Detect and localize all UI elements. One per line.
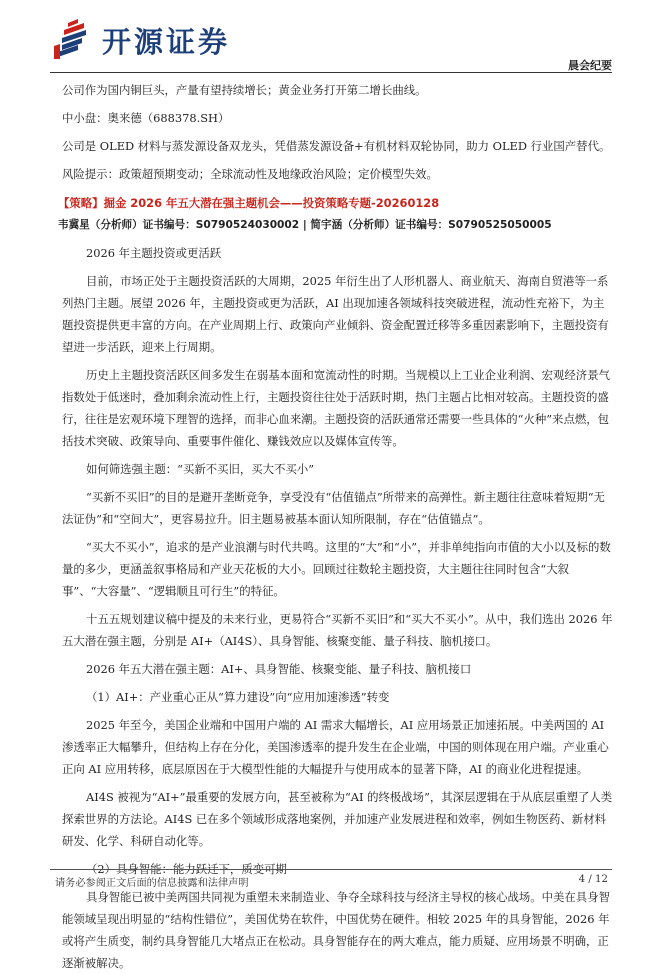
risk-note: 风险提示：政策超预期变动；全球流动性及地缘政治风险；定价模型失效。	[62, 167, 438, 181]
paragraph: 目前，市场正处于主题投资活跃的大周期，2025 年衍生出了人形机器人、商业航天、海南自贸港等一系列热门主题。展望 2026 年，主题投资或更为活跃，AI 出现加速各领域科技突破进程，流动性充裕下，为主题投资提供更丰富的方向。在产业周期上行、政策向产业倾斜、资金配置迁移等多重因素影响下，主题投资有望进一步活跃，迎来上行周期。	[62, 274, 609, 354]
footer-divider	[50, 869, 612, 870]
brand-logo	[52, 18, 247, 60]
brand-name: 开源证券	[102, 25, 231, 59]
paragraph: 公司是 OLED 材料与蒸发源设备双龙头，凭借蒸发源设备+有机材料双轮协同，助力 OLED 行业国产替代。	[62, 139, 611, 153]
paragraph: 具身智能已被中美两国共同视为重塑未来制造业、争夺全球科技与经济主导权的核心战场。中美在具身智能领域呈现出明显的“结构性错位”，美国优势在软件，中国优势在硬件。相较 2025 年的具身智能，2026 年或将产生质变，制约具身智能几大堵点正在松动。具身智能存在的两大难点，能力质疑、应用场景不明确，正逐渐被解决。	[62, 890, 610, 970]
paragraph: “买大不买小”，追求的是产业浪潮与时代共鸣。这里的“大”和“小”，并非单纯指向市值的大小以及标的数量的多少，更涵盖叙事格局和产业天花板的大小。回顾过往数轮主题投资，大主题往往同时包含“大叙事”、“大容量”、“逻辑顺且可行生”的特征。	[62, 540, 611, 598]
section-subheading: 如何筛选强主题：“买新不买旧，买大不买小”	[86, 462, 315, 476]
paragraph: 2025 年至今，美国企业端和中国用户端的 AI 需求大幅增长，AI 应用场景正加速拓展。中美两国的 AI 渗透率正大幅攀升，但结构上存在分化，美国渗透率的提升发生在企业端，中国的则体现在用户端。产业重心正向 AI 应用转移，底层原因在于大模型性能的大幅提升与使用成本的显著下降，AI 的商业化进程提速。	[62, 718, 609, 776]
paragraph: 历史上主题投资活跃区间多发生在弱基本面和宽流动性的时期。当规模以上工业企业利润、宏观经济景气指数处于低迷时，叠加剩余流动性上行，主题投资往往处于活跃时期，热门主题占比相对较高。主题投资的盛行，往往是宏观环境下理智的选择，而非心血来潮。主题投资的活跃通常还需要一些具体的“火种”来点燃，包括技术突破、政策导向、重要事件催化、赚钱效应以及媒体宣传等。	[62, 368, 610, 448]
paragraph: “买新不买旧”的目的是避开垄断竞争，享受没有“估值锚点”所带来的高弹性。新主题往往意味着短期“无法证伪”和“空间大”，更容易拉升。旧主题易被基本面认知所限制，存在“估值锚点”。	[62, 490, 605, 526]
section-tag: 晨会纪要	[568, 59, 612, 72]
document-body	[58, 79, 614, 974]
section-subheading: （1）AI+：产业重心正从“算力建设”向“应用加速渗透”转变	[86, 690, 390, 704]
footer-disclaimer: 请务必参阅正文后面的信息披露和法律声明	[55, 878, 249, 889]
section-subheading: 2026 年五大潜在强主题：AI+、具身智能、核聚变能、量子科技、脑机接口	[86, 662, 472, 676]
paragraph: 公司作为国内铜巨头，产量有望持续增长；黄金业务打开第二增长曲线。	[62, 83, 427, 97]
section-subheading: 2026 年主题投资或更活跃	[86, 246, 222, 260]
strategy-report-title: 【策略】掘金 2026 年五大潜在强主题机会——投资策略专题-20260128	[58, 196, 440, 210]
paragraph: 十五五规划建议稿中提及的未来行业，更易符合“买新不买旧”和“买大不买小”。从中，我们选出 2026 年五大潜在强主题，分别是 AI+（AI4S）、具身智能、核聚变能、量子科技、脑机接口。	[62, 612, 613, 648]
stock-heading: 中小盘：奥来德（688378.SH）	[62, 111, 230, 125]
section-subheading: （2）具身智能：能力跃迁下，质变可期	[86, 862, 287, 876]
page-header	[0, 0, 662, 74]
paragraph: AI4S 被视为“AI+”最重要的发展方向，甚至被称为“AI 的终极战场”，其深层逻辑在于从底层重塑了人类探索世界的方法论。AI4S 已在多个领域形成落地案例，并加速产业发展进程和效率，例如生物医药、新材料研发、化学、科研自动化等。	[62, 790, 613, 848]
analyst-info: 韦冀星（分析师）证书编号：S0790524030002 | 简宇涵（分析师）证书编号：S0790525050005	[58, 219, 552, 231]
kaiyuan-logo-icon	[52, 18, 96, 60]
page-number: 4 / 12	[578, 874, 608, 885]
header-divider	[50, 72, 612, 73]
